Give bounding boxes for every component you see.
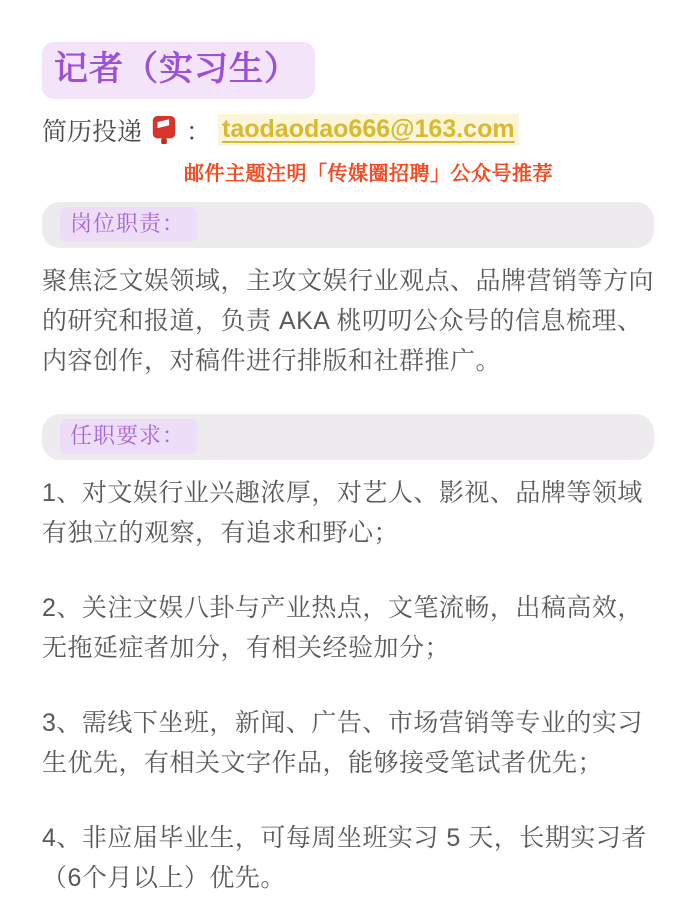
responsibilities-text: 聚焦泛文娱领域，主攻文娱行业观点、品牌营销等方向的研究和报道，负责 AKA 桃叨叨公众号的信息梳理、内容创作，对稿件进行排版和社群推广。 bbox=[42, 266, 655, 375]
resume-colon: ： bbox=[186, 117, 212, 146]
requirement-item: 4、非应届毕业生，可每周坐班实习 5 天，长期实习者（6个月以上）优先。 bbox=[42, 823, 647, 892]
title-row bbox=[42, 42, 654, 99]
section-requirements-bar bbox=[42, 414, 654, 460]
section-responsibilities-bar bbox=[42, 202, 654, 248]
postbox-icon bbox=[150, 114, 178, 146]
requirement-item: 3、需线下坐班，新闻、广告、市场营销等专业的实习生优先，有相关文字作品，能够接受笔试者优先； bbox=[42, 708, 643, 777]
job-title: 记者（实习生） bbox=[42, 42, 315, 99]
email-link[interactable]: taodaodao666@163.com bbox=[218, 114, 519, 146]
email-subject-note: 邮件主题注明「传媒圈招聘」公众号推荐 bbox=[184, 162, 553, 185]
resume-label: 简历投递 bbox=[42, 117, 143, 146]
responsibilities-header: 岗位职责： bbox=[60, 207, 197, 242]
requirement-item: 2、关注文娱八卦与产业热点，文笔流畅，出稿高效，无拖延症者加分，有相关经验加分； bbox=[42, 593, 643, 662]
requirements-header: 任职要求： bbox=[60, 419, 197, 454]
requirement-item: 1、对文娱行业兴趣浓厚，对艺人、影视、品牌等领域有独立的观察，有追求和野心； bbox=[42, 478, 643, 547]
resume-submit-row bbox=[42, 112, 654, 148]
